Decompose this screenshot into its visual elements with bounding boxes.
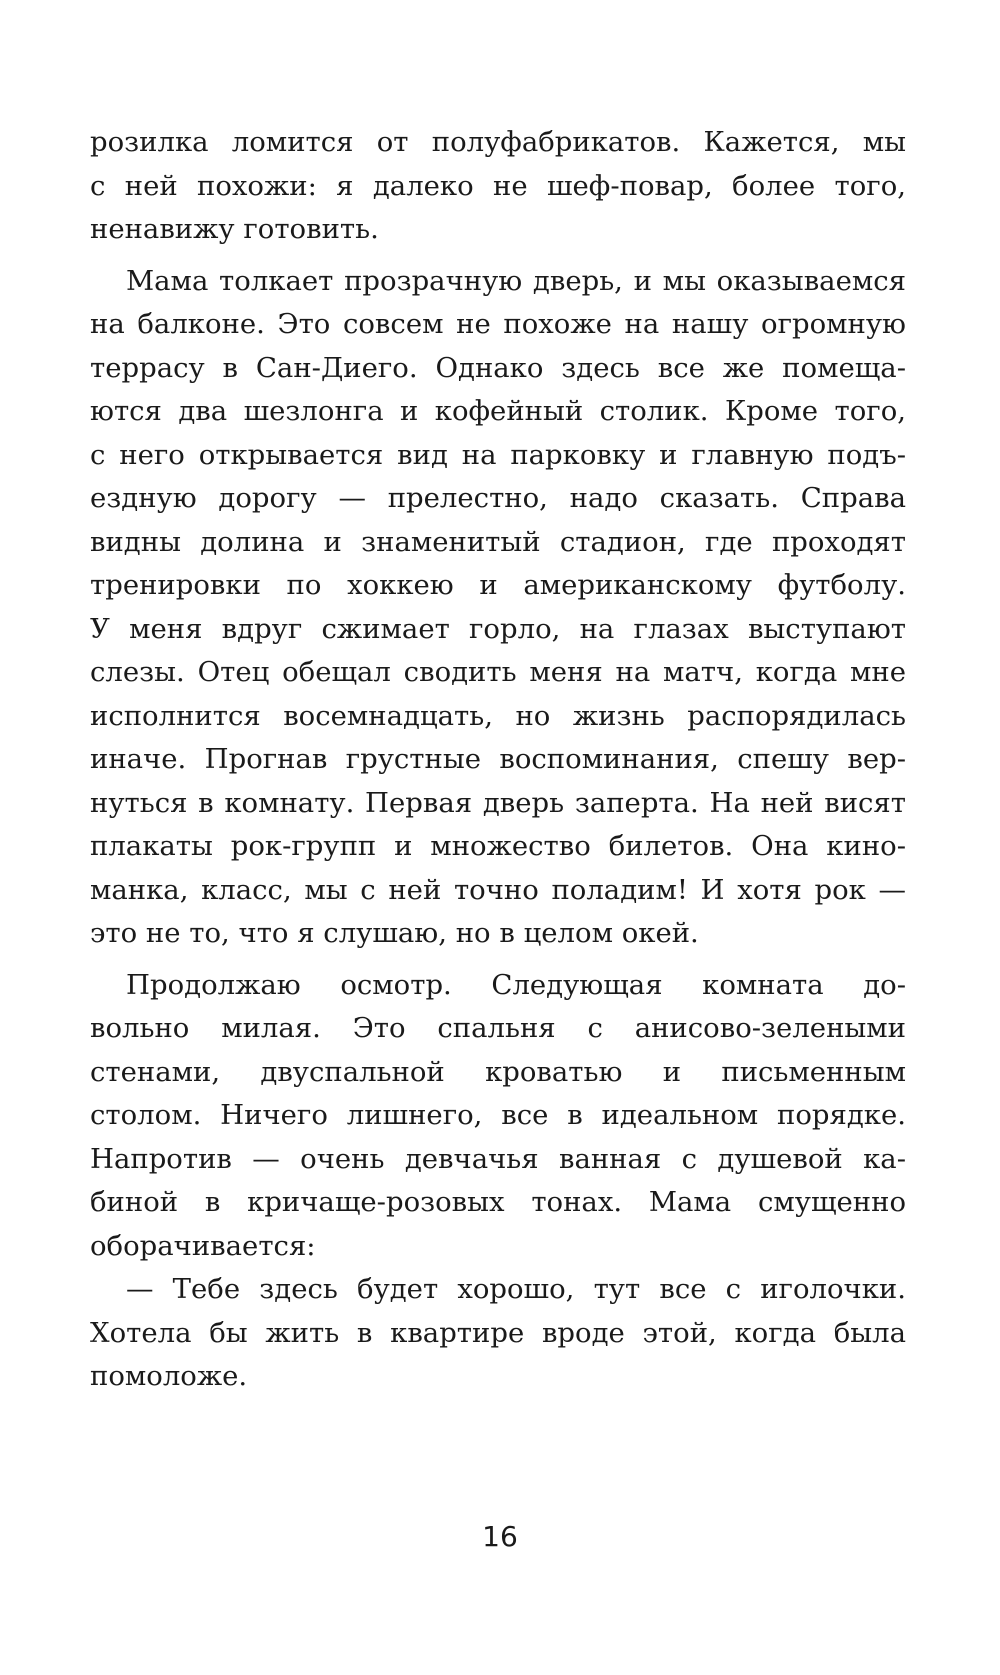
text-line: ются два шезлонга и кофейный столик. Кроме того,: [90, 395, 906, 427]
text-line: — Тебе здесь будет хорошо, тут все с иголочки.: [126, 1273, 906, 1305]
text-line: плакаты рок-групп и множество билетов. Она кино-: [90, 830, 906, 862]
text-line: Напротив — очень девчачья ванная с душевой ка-: [90, 1142, 906, 1175]
text-line: видны долина и знаменитый стадион, где проходят: [90, 525, 906, 558]
text-line: иначе. Прогнав грустные воспоминания, спешу вер-: [90, 743, 906, 775]
text-line: ненавижу готовить.: [90, 213, 379, 245]
paragraph-2: [90, 260, 906, 956]
paragraph-4: [90, 1268, 906, 1399]
text-line: ездную дорогу — прелестно, надо сказать. Справа: [90, 482, 906, 514]
text-line: У меня вдруг сжимает горло, на глазах выступают: [90, 612, 906, 645]
text-line: Мама толкает прозрачную дверь, и мы оказываемся: [126, 264, 906, 297]
text-line: тренировки по хоккею и американскому футболу.: [90, 569, 906, 601]
body-text: [90, 121, 906, 1399]
text-line: оборачивается:: [90, 1229, 316, 1262]
text-line: это не то, что я слушаю, но в целом окей.: [90, 917, 699, 949]
text-line: Хотела бы жить в квартире вроде этой, когда была: [90, 1316, 906, 1349]
text-line: нуться в комнату. Первая дверь заперта. На ней висят: [90, 786, 906, 819]
text-line: с него открывается вид на парковку и главную подъ-: [90, 438, 906, 471]
page-number: 16: [482, 1520, 518, 1553]
text-line: столом. Ничего лишнего, все в идеальном порядке.: [90, 1099, 906, 1131]
text-line: биной в кричаще-розовых тонах. Мама смущенно: [90, 1186, 906, 1218]
text-line: террасу в Сан-Диего. Однако здесь все же помеща-: [90, 351, 906, 384]
text-line: помоложе.: [90, 1360, 248, 1392]
text-line: манка, класс, мы с ней точно поладим! И хотя рок —: [90, 873, 906, 906]
text-line: с ней похожи: я далеко не шеф-повар, более того,: [90, 169, 906, 202]
text-line: на балконе. Это совсем не похоже на нашу огромную: [90, 308, 906, 340]
text-line: исполнится восемнадцать, но жизнь распорядилась: [90, 699, 906, 732]
paragraph-3: [90, 964, 906, 1269]
text-line: вольно милая. Это спальня с анисово-зелеными: [90, 1012, 906, 1044]
text-line: розилка ломится от полуфабрикатов. Кажется, мы: [90, 126, 906, 158]
text-line: Продолжаю осмотр. Следующая комната до-: [126, 968, 906, 1001]
paragraph-1: [90, 121, 906, 252]
text-line: стенами, двуспальной кроватью и письменным: [90, 1055, 906, 1088]
text-line: слезы. Отец обещал сводить меня на матч, когда мне: [90, 656, 906, 688]
